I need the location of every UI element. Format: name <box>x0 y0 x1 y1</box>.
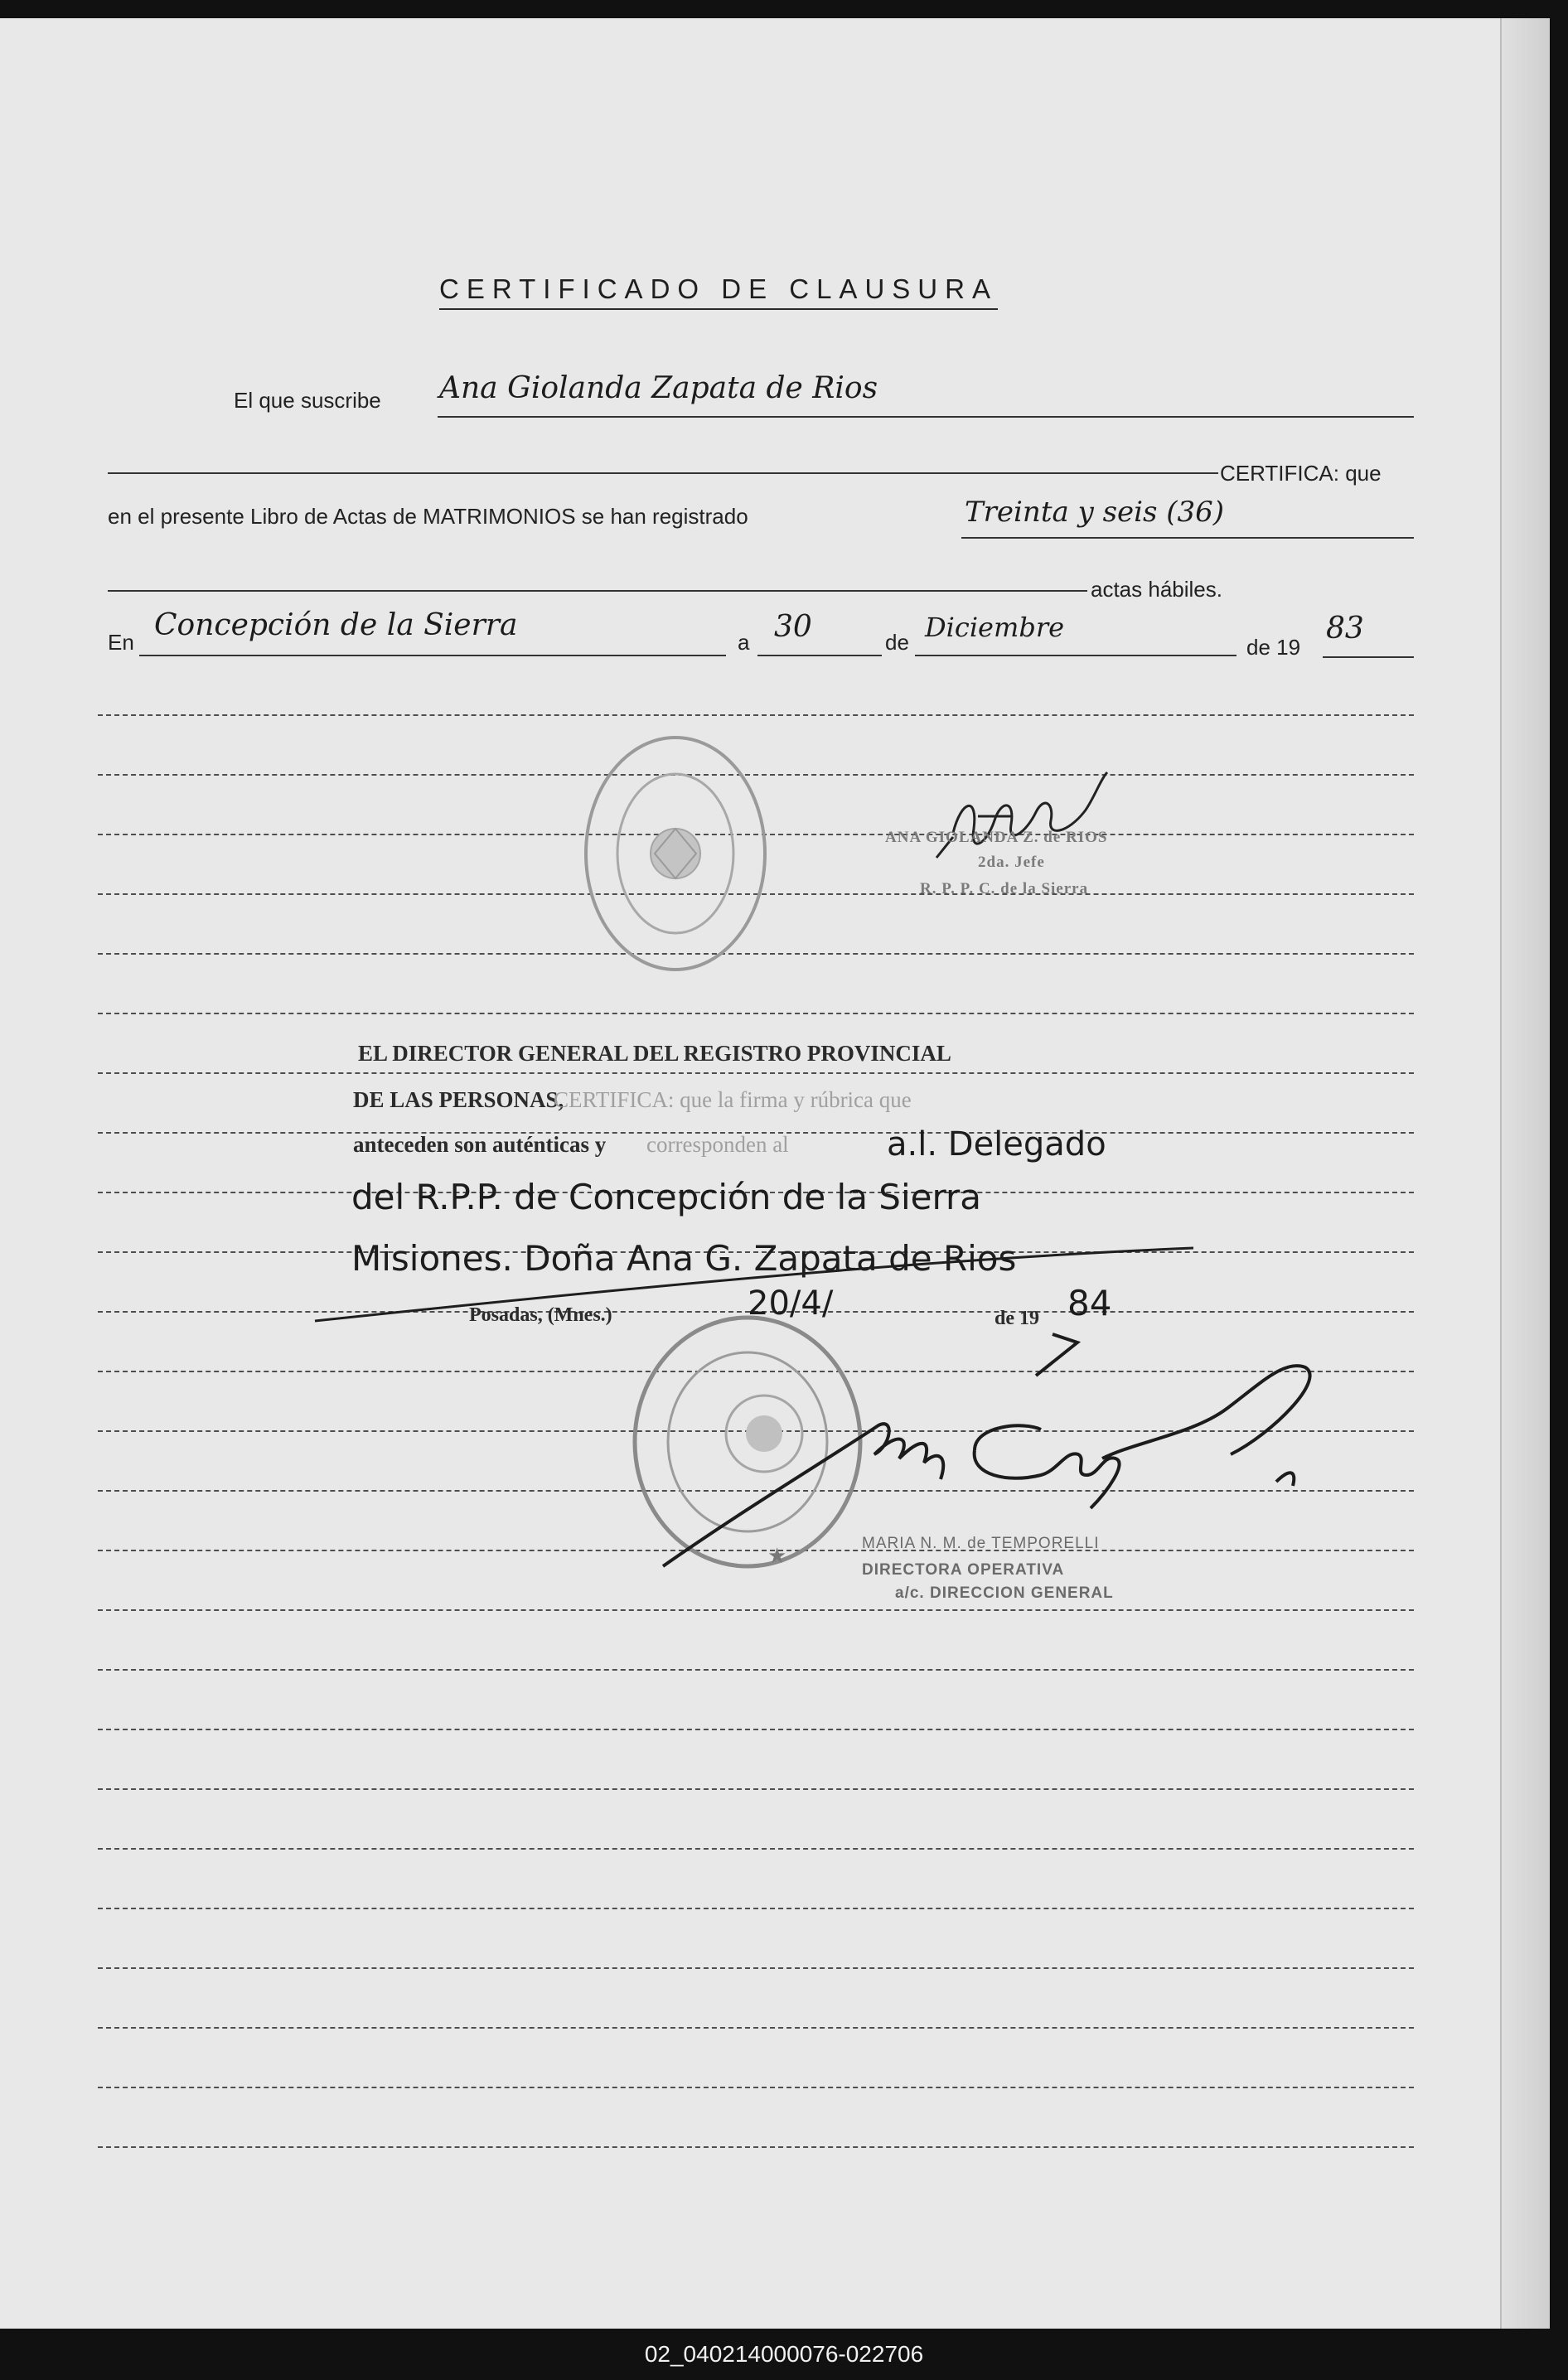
month-handwritten: Diciembre <box>925 612 1065 643</box>
a-label: a <box>738 630 750 655</box>
cert-stamp-line2-bold: DE LAS PERSONAS, <box>353 1087 564 1112</box>
certifica-label: CERTIFICA: que <box>1220 461 1382 486</box>
cert-hw-delegado: a.l. Delegado <box>887 1125 1106 1163</box>
cert-stamp-line3-faded: corresponden al <box>646 1132 789 1157</box>
de-label: de <box>885 630 909 655</box>
first-stamp-line2: 2da. Jefe <box>978 854 1045 871</box>
day-handwritten: 30 <box>774 610 812 644</box>
director-title: DIRECTORA OPERATIVA <box>862 1561 1065 1579</box>
cert-stamp-line1: EL DIRECTOR GENERAL DEL REGISTRO PROVINCIAL <box>358 1041 951 1066</box>
first-stamp-line3: R. P. P. C. de la Sierra <box>920 880 1089 897</box>
suscribe-label: El que suscribe <box>234 388 381 413</box>
actas-habiles-label: actas hábiles. <box>1091 577 1222 602</box>
year-prefix: de 19 <box>1246 635 1301 660</box>
director-office: a/c. DIRECCION GENERAL <box>895 1584 1114 1602</box>
svg-text:★: ★ <box>767 1543 787 1568</box>
year-handwritten: 83 <box>1326 612 1364 646</box>
libro-actas-text: en el presente Libro de Actas de MATRIMONIOS se han registrado <box>108 504 748 529</box>
cert-stamp-line3-bold: anteceden son auténticas y <box>353 1132 607 1157</box>
cert-date-year-prefix: de 19 <box>995 1308 1039 1329</box>
first-stamp-line1: ANA GIOLANDA Z. de RIOS <box>885 829 1108 846</box>
en-label: En <box>108 630 134 655</box>
cert-date-prefix: Posadas, (Mnes.) <box>469 1304 612 1326</box>
cert-date-year-handwritten: 84 <box>1067 1283 1112 1323</box>
cert-hw-rpp: del R.P.P. de Concepción de la Sierra <box>351 1177 981 1217</box>
director-name: MARIA N. M. de TEMPORELLI <box>862 1535 1100 1552</box>
cert-hw-misiones: Misiones. Doña Ana G. Zapata de Rios <box>351 1238 1017 1279</box>
signer-name-handwritten: Ana Giolanda Zapata de Rios <box>439 371 878 405</box>
cert-date-handwritten: 20/4/ <box>748 1284 834 1323</box>
image-code-footer: 02_040214000076-022706 <box>644 2341 924 2367</box>
cert-stamp-line2-faded: CERTIFICA: que la firma y rúbrica que <box>554 1087 912 1112</box>
certificate-title: CERTIFICADO DE CLAUSURA <box>439 273 998 310</box>
place-handwritten: Concepción de la Sierra <box>154 608 518 642</box>
count-handwritten: Treinta y seis (36) <box>965 496 1225 529</box>
